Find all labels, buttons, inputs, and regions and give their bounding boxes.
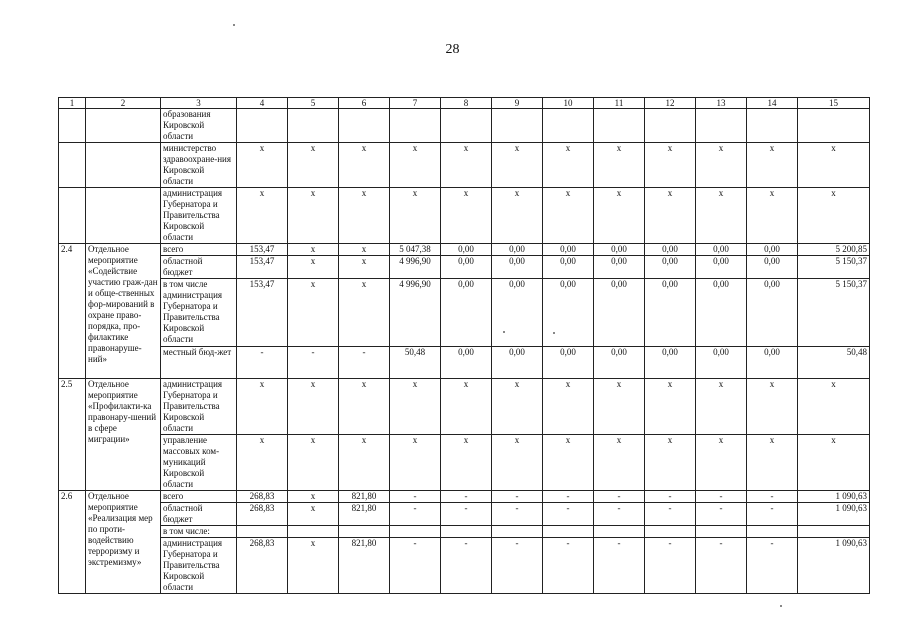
- value-cell: x: [390, 379, 441, 435]
- value-cell: 0,00: [645, 347, 696, 379]
- value-cell: x: [747, 379, 798, 435]
- value-cell: x: [237, 143, 288, 188]
- value-cell: 0,00: [543, 279, 594, 347]
- value-cell: -: [339, 347, 390, 379]
- value-cell: x: [594, 188, 645, 244]
- column-header: 8: [441, 98, 492, 109]
- value-cell: 5 047,38: [390, 244, 441, 256]
- column-header: 1: [59, 98, 86, 109]
- scan-speck: [553, 332, 555, 334]
- value-cell: 0,00: [492, 244, 543, 256]
- table-row: [59, 379, 870, 435]
- value-cell: 153,47: [237, 256, 288, 279]
- item-number-cell: 2.5: [59, 379, 86, 491]
- item-number-cell: [59, 188, 86, 244]
- value-cell: x: [696, 379, 747, 435]
- value-cell: x: [594, 435, 645, 491]
- scan-speck: [503, 331, 505, 333]
- value-cell: x: [390, 143, 441, 188]
- item-name-cell: [86, 109, 161, 143]
- value-cell: -: [492, 503, 543, 526]
- value-cell: x: [696, 188, 747, 244]
- value-cell: x: [288, 256, 339, 279]
- value-cell: 821,80: [339, 491, 390, 503]
- column-header: 4: [237, 98, 288, 109]
- value-cell: -: [288, 347, 339, 379]
- value-cell: x: [237, 379, 288, 435]
- value-cell: x: [798, 143, 870, 188]
- value-cell: x: [339, 279, 390, 347]
- value-cell: -: [645, 503, 696, 526]
- table-row: [59, 143, 870, 188]
- value-cell: x: [492, 188, 543, 244]
- value-cell: 4 996,90: [390, 256, 441, 279]
- value-cell: 0,00: [492, 256, 543, 279]
- value-cell: x: [696, 143, 747, 188]
- value-cell: 268,83: [237, 491, 288, 503]
- funding-source-cell: в том числе:: [161, 526, 237, 538]
- value-cell: 0,00: [441, 256, 492, 279]
- table-row: [59, 347, 870, 379]
- page-number: 28: [445, 42, 460, 57]
- value-cell: x: [237, 188, 288, 244]
- value-cell: x: [339, 188, 390, 244]
- table-row: [59, 244, 870, 256]
- item-name-cell: Отдельное мероприятие «Содействие участию граж-дан и обще-ственных фор-мирований в охране право-порядка, про-филактике правонаруше-ний»: [86, 244, 161, 379]
- value-cell: -: [747, 503, 798, 526]
- value-cell: x: [288, 538, 339, 594]
- value-cell: 268,83: [237, 503, 288, 526]
- value-cell: -: [594, 538, 645, 594]
- value-cell: x: [645, 143, 696, 188]
- value-cell: x: [543, 379, 594, 435]
- value-cell: x: [339, 143, 390, 188]
- table-row: [59, 256, 870, 279]
- value-cell: x: [645, 188, 696, 244]
- value-cell: -: [645, 538, 696, 594]
- value-cell: 0,00: [441, 347, 492, 379]
- budget-table: [58, 97, 870, 594]
- value-cell: 50,48: [798, 347, 870, 379]
- value-cell: x: [747, 435, 798, 491]
- funding-source-cell: в том числе администрация Губернатора и Правительства Кировской области: [161, 279, 237, 347]
- funding-source-cell: областной бюджет: [161, 256, 237, 279]
- item-name-cell: [86, 188, 161, 244]
- value-cell: 0,00: [594, 347, 645, 379]
- value-cell: 0,00: [543, 256, 594, 279]
- value-cell: x: [798, 435, 870, 491]
- column-header: 13: [696, 98, 747, 109]
- table-row: [59, 526, 870, 538]
- funding-source-cell: областной бюджет: [161, 503, 237, 526]
- value-cell: 0,00: [747, 244, 798, 256]
- value-cell: -: [390, 503, 441, 526]
- item-number-cell: [59, 143, 86, 188]
- value-cell: -: [543, 538, 594, 594]
- value-cell: 1 090,63: [798, 538, 870, 594]
- scan-speck: [780, 605, 782, 607]
- item-name-cell: [86, 143, 161, 188]
- value-cell: -: [594, 503, 645, 526]
- value-cell: 1 090,63: [798, 503, 870, 526]
- value-cell: x: [492, 143, 543, 188]
- funding-source-cell: местный бюд-жет: [161, 347, 237, 379]
- value-cell: 821,80: [339, 538, 390, 594]
- funding-source-cell: администрация Губернатора и Правительства Кировской области: [161, 379, 237, 435]
- value-cell: x: [288, 491, 339, 503]
- value-cell: 0,00: [594, 256, 645, 279]
- value-cell: x: [288, 379, 339, 435]
- item-name-cell: Отдельное мероприятие «Реализация мер по проти-водействию терроризму и экстремизму»: [86, 491, 161, 594]
- value-cell: x: [288, 503, 339, 526]
- value-cell: -: [543, 491, 594, 503]
- value-cell: x: [441, 188, 492, 244]
- value-cell: x: [339, 435, 390, 491]
- value-cell: 0,00: [696, 347, 747, 379]
- value-cell: x: [594, 379, 645, 435]
- value-cell: 0,00: [492, 347, 543, 379]
- value-cell: -: [543, 503, 594, 526]
- value-cell: x: [543, 143, 594, 188]
- column-header: 5: [288, 98, 339, 109]
- table-row: [59, 503, 870, 526]
- value-cell: x: [339, 256, 390, 279]
- value-cell: x: [492, 379, 543, 435]
- value-cell: x: [441, 379, 492, 435]
- value-cell: x: [492, 435, 543, 491]
- table-row: [59, 435, 870, 491]
- value-cell: -: [237, 347, 288, 379]
- value-cell: 0,00: [645, 279, 696, 347]
- value-cell: 0,00: [441, 279, 492, 347]
- value-cell: 5 150,37: [798, 256, 870, 279]
- value-cell: x: [696, 435, 747, 491]
- value-cell: -: [696, 491, 747, 503]
- value-cell: 0,00: [696, 279, 747, 347]
- item-number-cell: [59, 109, 86, 143]
- value-cell: x: [543, 188, 594, 244]
- value-cell: x: [288, 188, 339, 244]
- value-cell: x: [288, 244, 339, 256]
- value-cell: x: [747, 143, 798, 188]
- value-cell: x: [645, 435, 696, 491]
- value-cell: 5 200,85: [798, 244, 870, 256]
- funding-source-cell: администрация Губернатора и Правительства Кировской области: [161, 188, 237, 244]
- value-cell: 153,47: [237, 244, 288, 256]
- column-header: 7: [390, 98, 441, 109]
- funding-source-cell: министерство здравоохране-ния Кировской области: [161, 143, 237, 188]
- value-cell: x: [339, 379, 390, 435]
- item-number-cell: 2.4: [59, 244, 86, 379]
- funding-source-cell: всего: [161, 491, 237, 503]
- column-header: 3: [161, 98, 237, 109]
- value-cell: -: [747, 491, 798, 503]
- value-cell: 4 996,90: [390, 279, 441, 347]
- value-cell: 0,00: [645, 244, 696, 256]
- value-cell: x: [594, 143, 645, 188]
- value-cell: 0,00: [747, 279, 798, 347]
- column-header: 9: [492, 98, 543, 109]
- scan-speck: [233, 24, 235, 26]
- value-cell: 0,00: [747, 347, 798, 379]
- value-cell: 0,00: [594, 244, 645, 256]
- table-row: [59, 109, 870, 143]
- value-cell: 50,48: [390, 347, 441, 379]
- value-cell: x: [543, 435, 594, 491]
- value-cell: x: [645, 379, 696, 435]
- value-cell: 1 090,63: [798, 491, 870, 503]
- value-cell: 0,00: [696, 256, 747, 279]
- value-cell: 821,80: [339, 503, 390, 526]
- value-cell: 0,00: [747, 256, 798, 279]
- value-cell: -: [645, 491, 696, 503]
- value-cell: -: [441, 538, 492, 594]
- funding-source-cell: всего: [161, 244, 237, 256]
- value-cell: x: [237, 435, 288, 491]
- value-cell: -: [390, 538, 441, 594]
- value-cell: 0,00: [492, 279, 543, 347]
- table-row: [59, 491, 870, 503]
- value-cell: 0,00: [645, 256, 696, 279]
- table-row: [59, 279, 870, 347]
- value-cell: -: [747, 538, 798, 594]
- column-header: 11: [594, 98, 645, 109]
- funding-source-cell: администрация Губернатора и Правительства Кировской области: [161, 538, 237, 594]
- value-cell: 0,00: [441, 244, 492, 256]
- value-cell: x: [441, 143, 492, 188]
- value-cell: x: [441, 435, 492, 491]
- value-cell: x: [390, 435, 441, 491]
- value-cell: -: [696, 538, 747, 594]
- value-cell: 0,00: [696, 244, 747, 256]
- value-cell: x: [288, 143, 339, 188]
- column-header: 6: [339, 98, 390, 109]
- value-cell: 153,47: [237, 279, 288, 347]
- value-cell: -: [390, 491, 441, 503]
- column-header: 10: [543, 98, 594, 109]
- value-cell: -: [594, 491, 645, 503]
- item-name-cell: Отдельное мероприятие «Профилакти-ка правонару-шений в сфере миграции»: [86, 379, 161, 491]
- column-header: 2: [86, 98, 161, 109]
- table-row: [59, 188, 870, 244]
- value-cell: x: [747, 188, 798, 244]
- value-cell: 5 150,37: [798, 279, 870, 347]
- funding-source-cell: образования Кировской области: [161, 109, 237, 143]
- value-cell: -: [492, 491, 543, 503]
- value-cell: -: [492, 538, 543, 594]
- value-cell: x: [288, 435, 339, 491]
- item-number-cell: 2.6: [59, 491, 86, 594]
- value-cell: 0,00: [594, 279, 645, 347]
- value-cell: -: [696, 503, 747, 526]
- column-header: 12: [645, 98, 696, 109]
- value-cell: 0,00: [543, 347, 594, 379]
- value-cell: x: [390, 188, 441, 244]
- column-number-row: [59, 98, 870, 109]
- value-cell: x: [798, 188, 870, 244]
- funding-source-cell: управление массовых ком-муникаций Кировской области: [161, 435, 237, 491]
- value-cell: x: [288, 279, 339, 347]
- value-cell: 268,83: [237, 538, 288, 594]
- value-cell: 0,00: [543, 244, 594, 256]
- value-cell: x: [339, 244, 390, 256]
- column-header: 14: [747, 98, 798, 109]
- table-row: [59, 538, 870, 594]
- column-header: 15: [798, 98, 870, 109]
- value-cell: -: [441, 503, 492, 526]
- value-cell: -: [441, 491, 492, 503]
- value-cell: x: [798, 379, 870, 435]
